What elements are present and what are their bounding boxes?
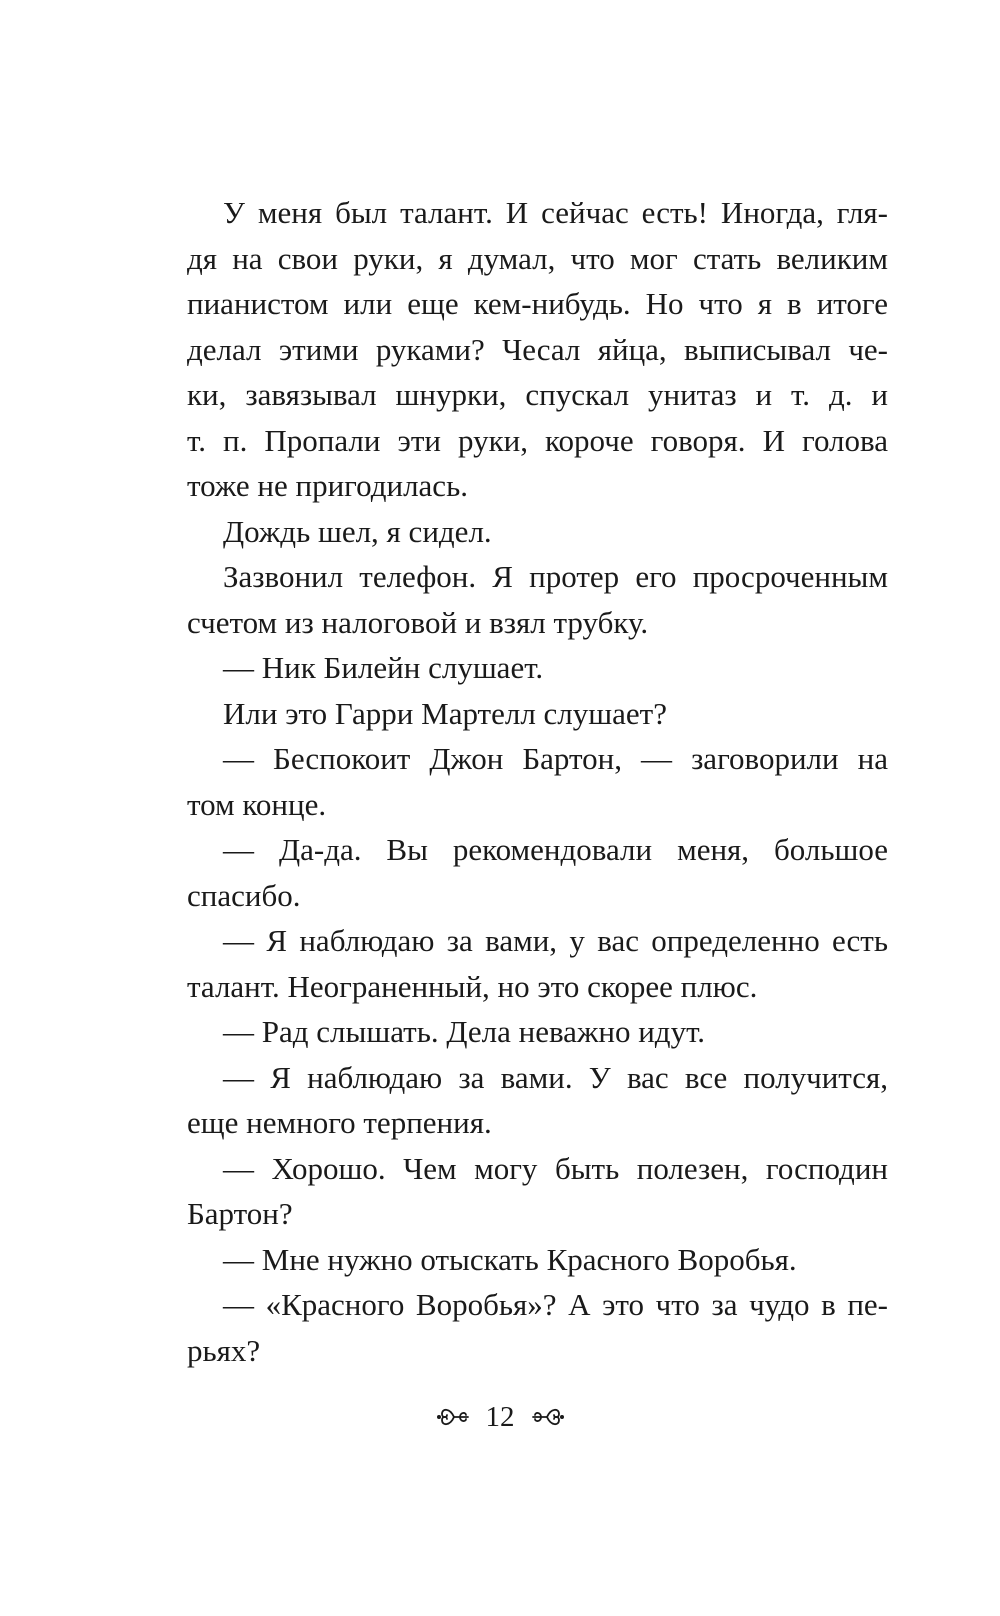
text-line: — Да-да. Вы рекомендовали меня, большое [223, 832, 888, 867]
text-line: — Ник Билейн слушает. [223, 650, 544, 685]
ornament-right-icon [531, 1402, 565, 1432]
text-line: Зазвонил телефон. Я протер его просроченным [223, 559, 888, 594]
text-line: — Рад слышать. Дела неважно идут. [223, 1014, 706, 1049]
text-line: еще немного терпения. [187, 1105, 492, 1140]
text-line: счетом из налоговой и взял трубку. [187, 604, 649, 640]
text-line: спасибо. [187, 877, 301, 913]
text-line: — Мне нужно отыскать Красного Воробья. [223, 1241, 797, 1277]
text-line: У меня был талант. И сейчас есть! Иногда, гля- [223, 195, 888, 230]
text-line: — Я наблюдаю за вами. У вас все получится, [223, 1059, 888, 1095]
ornament-left-icon [436, 1402, 470, 1432]
page-body-text [187, 190, 888, 1373]
page-number: 12 [485, 1401, 515, 1433]
page-footer [0, 1397, 1000, 1437]
text-line: т. п. Пропали эти руки, короче говоря. И голова [187, 422, 888, 458]
text-line: пианистом или еще кем-нибудь. Но что я в итоге [187, 286, 888, 321]
text-line: том конце. [187, 786, 327, 822]
text-line: Бартон? [187, 1196, 293, 1231]
text-line: Дождь шел, я сидел. [223, 513, 492, 549]
text-line: тоже не пригодилась. [187, 468, 468, 503]
text-line: делал этими руками? Чесал яйца, выписывал че- [187, 331, 888, 367]
text-line: рьях? [187, 1332, 261, 1368]
text-line: — «Красного Воробья»? А это что за чудо в пе- [223, 1287, 888, 1322]
text-line: талант. Неограненный, но это скорее плюс. [187, 968, 758, 1004]
text-line: — Хорошо. Чем могу быть полезен, господин [223, 1150, 888, 1186]
text-line: дя на свои руки, я думал, что мог стать великим [187, 240, 888, 276]
text-line: — Я наблюдаю за вами, у вас определенно есть [223, 923, 888, 958]
text-line: Или это Гарри Мартелл слушает? [223, 695, 667, 731]
text-line: ки, завязывал шнурки, спускал унитаз и т. д. и [187, 377, 888, 412]
text-line: — Беспокоит Джон Бартон, — заговорили на [223, 741, 888, 776]
